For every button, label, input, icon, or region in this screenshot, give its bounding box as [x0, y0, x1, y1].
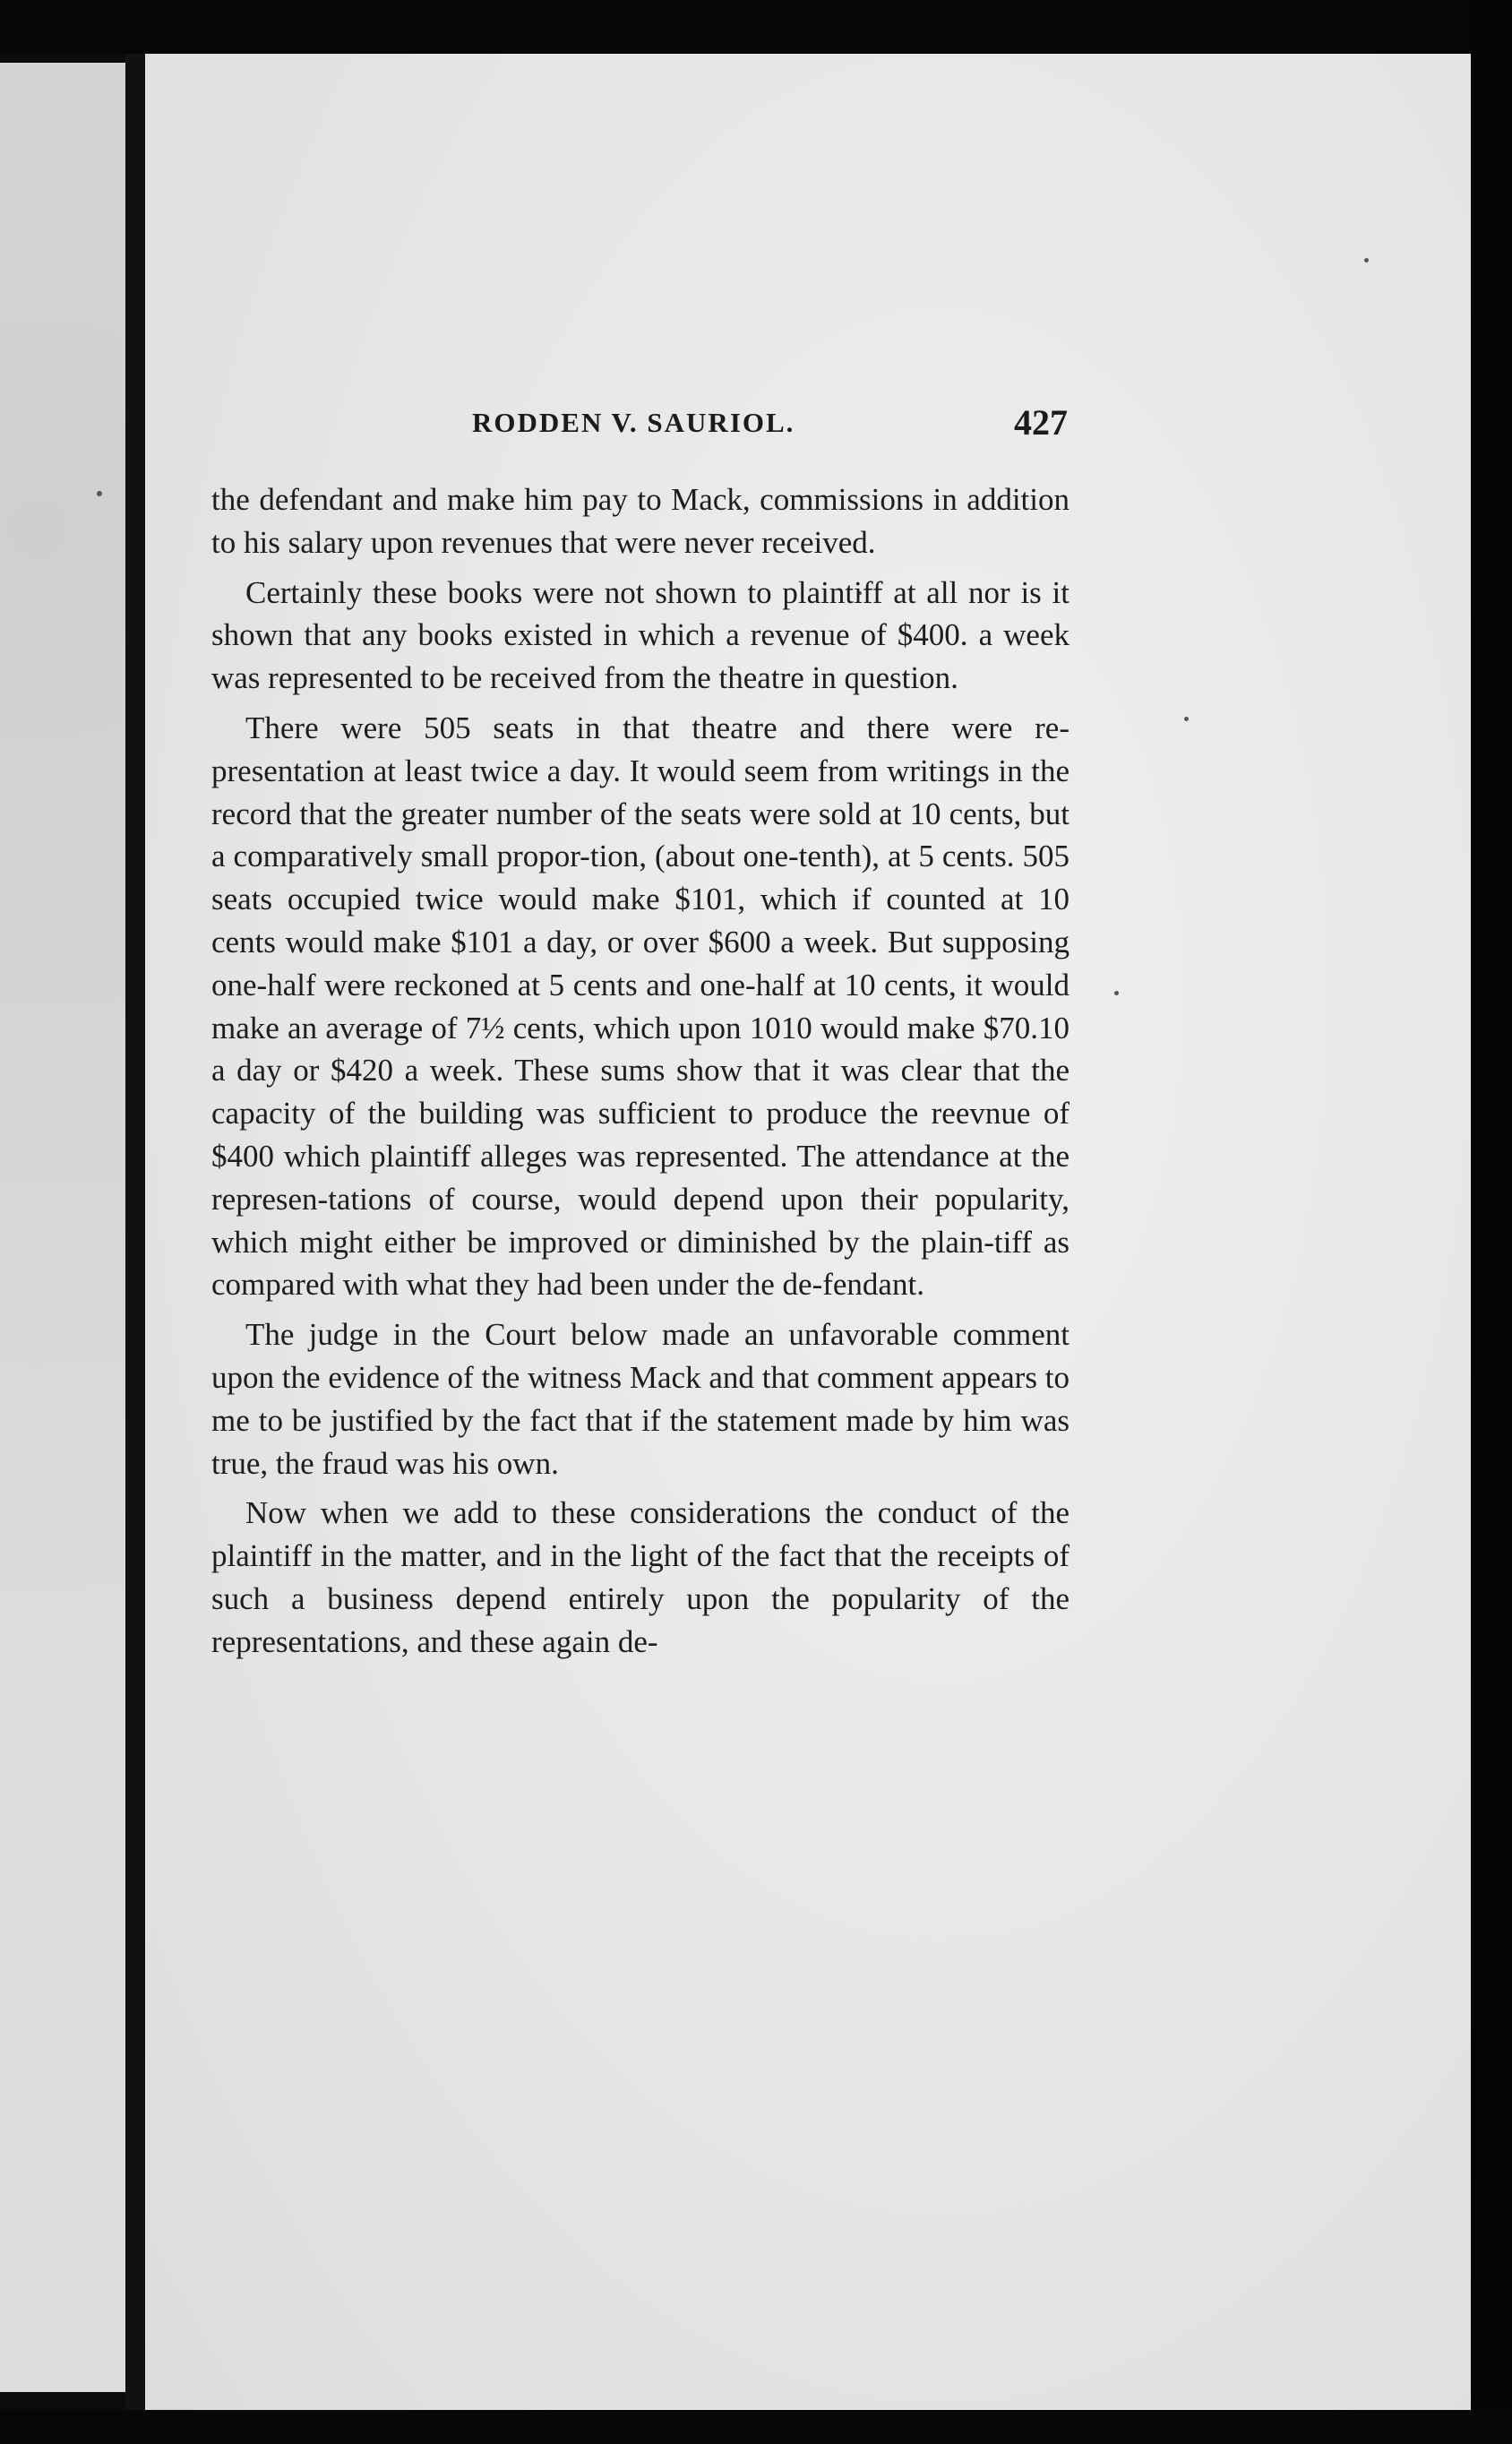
book-gutter — [125, 54, 145, 2419]
scan-border-right — [1471, 0, 1512, 2444]
paragraph: There were 505 seats in that theatre and there were re-presentation at least twice a day. It would seem from writings in the record that the greater number of the seats were sold at 10 cents, but a comparatively small propor-tion, (about one-tenth), at 5 cents. 505 seats occupied twice would make $101, which if counted at 10 cents would make $101 a day, or over $600 a week. But supposing one-half were reckoned at 5 cents and one-half at 10 cents, it would make an average of 7½ cents, which upon 1010 would make $70.10 a day or $420 a week. These sums show that it was clear that the capacity of the building was sufficient to produce the reevnue of $400 which plaintiff alleges was represented. The attendance at the represen-tations of course, would depend upon their popularity, which might either be improved or diminished by the plain-tiff as compared with what they had been under the de-fendant. — [211, 710, 1070, 1303]
paragraph: the defendant and make him pay to Mack, commissions in addition to his salary upon revenues that were never received. — [211, 482, 1070, 560]
body-text — [211, 478, 1070, 1671]
paper-speck — [1114, 991, 1119, 995]
paper-speck — [1184, 717, 1189, 721]
scan-border-top — [0, 0, 1512, 54]
facing-page-edge — [0, 63, 125, 2392]
scan-border-bottom — [0, 2410, 1512, 2444]
page-number: 427 — [1014, 402, 1068, 443]
running-head: RODDEN V. SAURIOL. — [472, 407, 795, 438]
paragraph: Now when we add to these considerations the conduct of the plaintiff in the matter, and in the light of the fact that the receipts of such a business depend entirely upon the popularity of the representations, and these again de- — [211, 1495, 1070, 1659]
paper-speck — [1364, 258, 1369, 262]
page-header — [208, 401, 1068, 455]
paragraph: The judge in the Court below made an unfavorable comment upon the evidence of the witness Mack and that comment appears to me to be justified by the fact that if the statement made by him was true, the fraud was his own. — [211, 1317, 1070, 1481]
paragraph: Certainly these books were not shown to plaintiff at all nor is it shown that any books existed in which a revenue of $400. a week was represented to be received from the theatre in question. — [211, 574, 1070, 696]
paper-speck — [97, 491, 102, 496]
